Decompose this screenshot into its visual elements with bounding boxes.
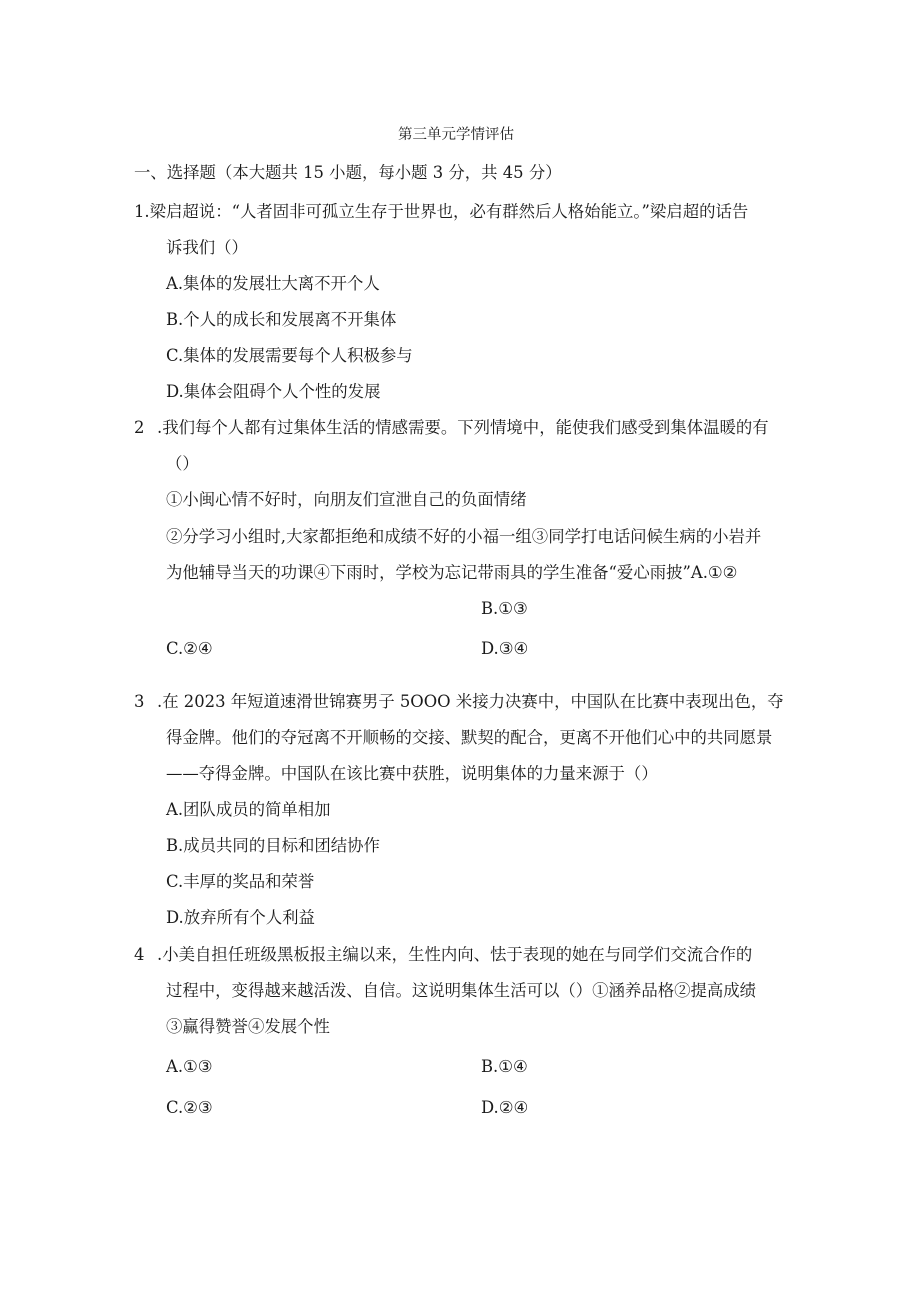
question-3-stem-line-2: 得金牌。他们的夺冠离不开顺畅的交接、默契的配合，更离不开他们心中的共同愿景	[166, 728, 773, 747]
question-1-option-a[interactable]: A.集体的发展壮大离不开个人	[166, 274, 380, 293]
question-3-option-c[interactable]: C.丰厚的奖品和荣誉	[166, 872, 315, 891]
question-4-option-d[interactable]: D.②④	[481, 1098, 529, 1117]
question-3-option-b[interactable]: B.成员共同的目标和团结协作	[166, 836, 380, 855]
question-1-stem-line-2: 诉我们（）	[166, 238, 248, 257]
question-1-option-c[interactable]: C.集体的发展需要每个人积极参与	[166, 346, 413, 365]
question-3-number: 3	[134, 692, 145, 711]
page-title: 第三单元学情评估	[398, 127, 514, 143]
question-4-option-a[interactable]: A.①③	[166, 1057, 213, 1076]
question-2-option-b[interactable]: B.①③	[481, 599, 528, 618]
question-2-option-d[interactable]: D.③④	[481, 639, 529, 658]
question-3-option-d[interactable]: D.放弃所有个人利益	[166, 908, 315, 927]
question-2-stem-line-3: ①小闽心情不好时，向朋友们宣泄自己的负面情绪	[166, 490, 527, 509]
section-heading: 一、选择题（本大题共 15 小题，每小题 3 分，共 45 分）	[134, 163, 562, 182]
question-4-option-c[interactable]: C.②③	[166, 1098, 213, 1117]
question-2-option-c[interactable]: C.②④	[166, 639, 213, 658]
question-3-stem-line-3: ——夺得金牌。中国队在该比赛中获胜，说明集体的力量来源于（）	[166, 764, 658, 783]
question-1-option-d[interactable]: D.集体会阻碍个人个性的发展	[166, 382, 381, 401]
question-2-stem-line-5: 为他辅导当天的功课④下雨时，学校为忘记带雨具的学生准备“爱心雨披”A.①②	[166, 563, 738, 582]
question-1-option-b[interactable]: B.个人的成长和发展离不开集体	[166, 310, 397, 329]
question-4-stem-line-2: 过程中，变得越来越活泼、自信。这说明集体生活可以（）①涵养品格②提高成绩	[166, 981, 757, 1000]
question-4-stem-line-3: ③赢得赞誉④发展个性	[166, 1017, 330, 1036]
question-4-option-b[interactable]: B.①④	[481, 1057, 528, 1076]
question-2-stem-line-1: .我们每个人都有过集体生活的情感需要。下列情境中，能使我们感受到集体温暖的有	[157, 418, 769, 437]
question-2-number: 2	[134, 418, 145, 437]
question-2-stem-line-4: ②分学习小组时,大家都拒绝和成绩不好的小福一组③同学打电话问候生病的小岩并	[166, 527, 762, 546]
question-1-stem-line-1: 1.梁启超说：“人者固非可孤立生存于世界也，必有群然后人格始能立。”梁启超的话告	[134, 202, 749, 221]
question-2-stem-line-2: （）	[166, 454, 199, 473]
question-3-stem-line-1: .在 2023 年短道速滑世锦赛男子 5OOO 米接力决赛中，中国队在比赛中表现出色，夺	[157, 692, 784, 711]
question-4-number: 4	[134, 945, 145, 964]
question-4-stem-line-1: .小美自担任班级黑板报主编以来，生性内向、怯于表现的她在与同学们交流合作的	[157, 945, 753, 964]
question-3-option-a[interactable]: A.团队成员的简单相加	[166, 800, 331, 819]
